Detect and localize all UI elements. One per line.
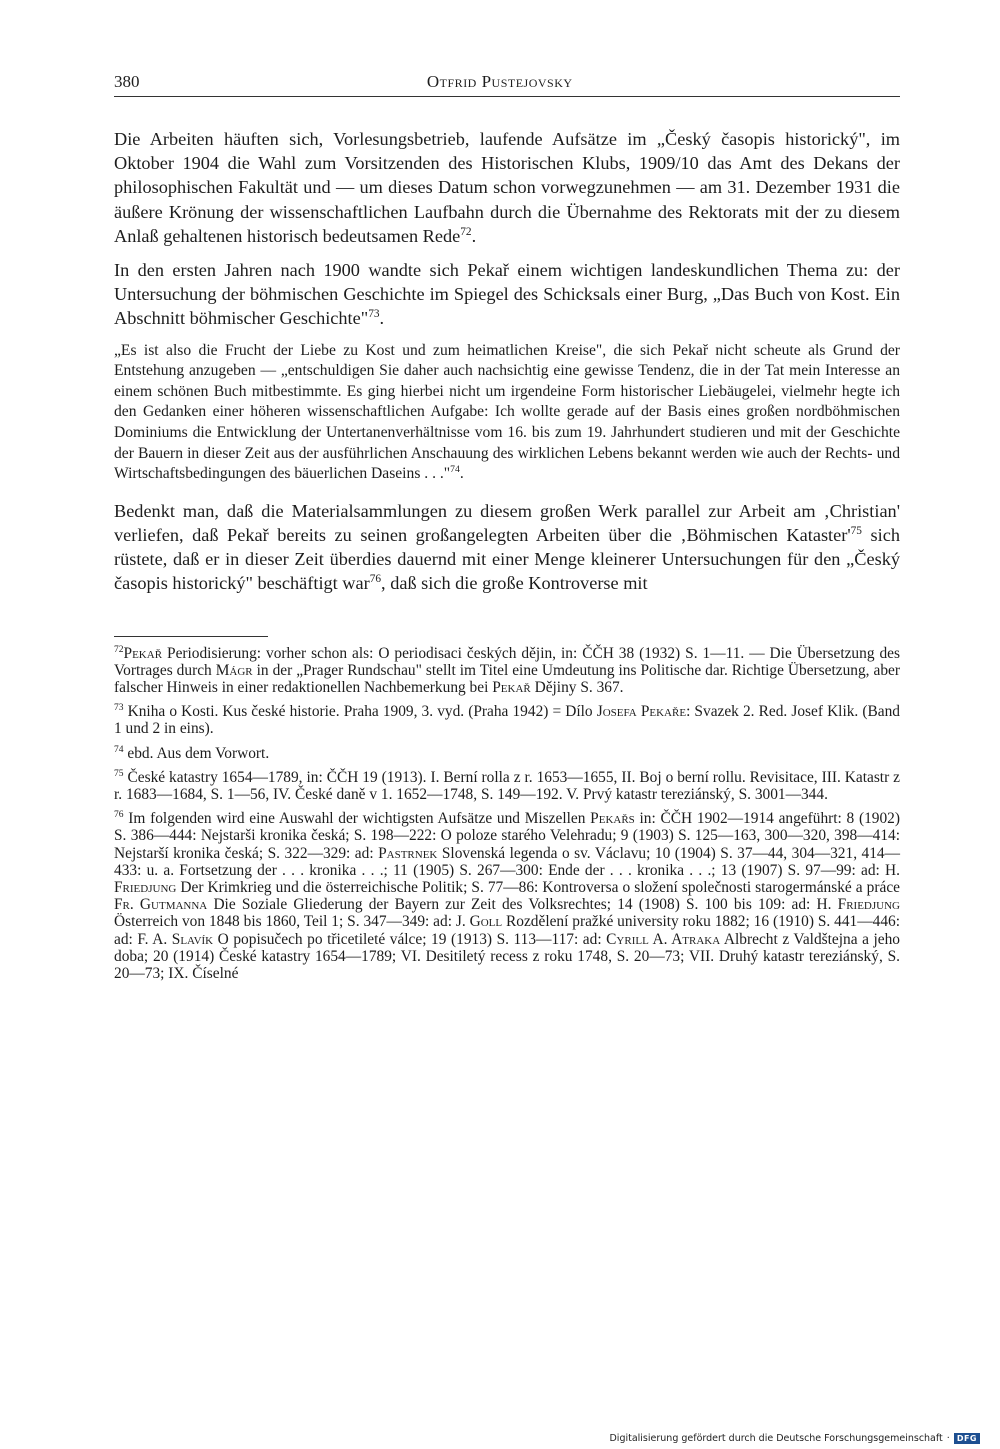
footnote-text: Albrecht z Valdštejna a jeho doba; 20 (1914) České katastry 1654—1789; VI. Desitiletý recess z roku 1748, S. 20—73; VII. Druhý katastr tereziánský, S. 20—73; IX. Číselné [114, 930, 900, 983]
footnote-72 [114, 645, 900, 697]
block-quote [114, 341, 900, 485]
footnote-text: Periodisierung: vorher schon als: O periodisaci českých dějin, in: ČČH 38 (1932) S. 1—11. — Die Übersetzung des Vortrages durch [114, 644, 900, 679]
paragraph-1-end: . [471, 225, 477, 246]
dfg-logo-icon: DFG [954, 1433, 980, 1444]
footnote-text: : Svazek 2. Red. Josef Klik. (Band 1 und 2 in eins). [114, 703, 900, 738]
block-quote-text: „Es ist also die Frucht der Liebe zu Kost und zum heimatlichen Kreise", die sich Pekař nicht scheute als Grund der Entstehung anzugeben — „entschuldigen Sie daher auch nachsichtig eine gewisse Tendenz, die in der Tat mein Interesse an einem schönen Buch mitbestimmte. Es ging hierbei nicht um irgendeine Form historischer Liebäugelei, vielmehr hegte ich den Gedanken einer höheren wissenschaftlichen Aufgabe: Ich wollte gerade auf der Basis eines großen nordböhmischen Dominiums die Entwicklung der Untertanenverhältnisse vom 16. bis zum 19. Jahrhundert studieren und mit der Geschichte der Bauern in dieser Zeit aus der ausführlichen Anschauung des wirklichen Lebens bekannt werden wie auch der Rechts- und Wirtschaftsbedingungen des bäuerlichen Daseins . . ." [114, 341, 900, 483]
footnote-75 [114, 769, 900, 803]
footnote-number: 76 [114, 809, 124, 821]
footnote-number: 72 [114, 643, 124, 655]
footnotes [114, 645, 900, 983]
footnote-text: Slovenská legenda o sv. Václavu; 10 (1904) S. 37—44, 304—321, 414—433: u. a. Fortsetzung der . . . kronika . . .; 11 (1905) S. 267—300: Ende der . . . kronika . . .; 13 (1907) S. 97—99: ad: H. [114, 844, 900, 879]
footnote-number: 75 [114, 767, 124, 779]
footnote-76 [114, 810, 900, 982]
author-name: Pekař [492, 679, 531, 696]
footnote-73 [114, 703, 900, 737]
paragraph-3-text-c: , daß sich die große Kontroverse mit [381, 573, 648, 594]
footnote-text: Kniha o Kosti. Kus české historie. Praha 1909, 3. vyd. (Praha 1942) = Dílo [123, 703, 597, 721]
paragraph-3-text-a: Bedenkt man, daß die Materialsammlungen zu diesem großen Werk parallel zur Arbeit am ‚Christian' verliefen, daß Pekař bereits zu seinen großangelegten Arbeiten über die ‚Böhmischen Kataster' [114, 500, 900, 545]
digitization-footer [609, 1433, 980, 1444]
author-name: Mágr [215, 661, 253, 679]
footnote-text: O popisučech po třicetileté válce; 19 (1913) S. 113—117: ad: [213, 930, 607, 948]
author-name: Pekař [123, 644, 163, 662]
paragraph-1 [114, 127, 900, 248]
paragraph-2-end: . [379, 308, 385, 329]
footnote-text: České katastry 1654—1789, in: ČČH 19 (1913). I. Berní rolla z r. 1653—1655, II. Boj o berní rollu. Revisitace, III. Katastr z r. 1683—1684, S. 1—56, IV. České daně v 1. 1652—1748, S. 149—192. V. Prvý katastr tereziánský, S. 3001—344. [114, 768, 900, 804]
author-name: Goll [469, 913, 503, 931]
footnote-ref-72: 72 [460, 225, 472, 238]
footnote-number: 74 [114, 743, 124, 755]
author-name: Friedjung [837, 896, 900, 914]
footnote-text: ebd. Aus dem Vorwort. [123, 744, 270, 762]
footnote-text: Im folgenden wird eine Auswahl der wichtigsten Aufsätze und Miszellen [123, 810, 591, 828]
paragraph-3-text-b: sich rüstete, daß er in dieser Zeit überdies dauernd mit einer Menge kleinerer Untersuchungen für den „Český časopis historický" beschäftigt war [114, 524, 900, 594]
author-name: Pekařs [590, 810, 635, 828]
dash-separator: · [946, 1433, 950, 1444]
footnote-separator [114, 636, 268, 637]
footnote-ref-73: 73 [368, 308, 380, 321]
author-name: Slavík [171, 930, 214, 948]
footnote-number: 73 [114, 702, 124, 714]
footnote-text: Österreich von 1848 bis 1860, Teil 1; S. 347—349: ad: J. [114, 913, 470, 931]
footnote-text: Der Krimkrieg und die österreichische Politik; S. 77—86: Kontroversa o složení společnosti starogermánské a práce [176, 879, 900, 897]
block-quote-end: . [459, 465, 464, 483]
running-title: Otfrid Pustejovsky [426, 72, 573, 91]
paragraph-3 [114, 499, 900, 596]
footnote-ref-74: 74 [450, 464, 460, 475]
author-name: Josefa Pekaře [596, 703, 687, 721]
footnote-text: in: ČČH 1902—1914 angeführt: 8 (1902) S. 386—444: Nejstarši kronika česká; S. 198—222: O poloze starého Velehradu; 9 (1903) S. 125—163, 300—320, 398—414: Nejstarší kronika česká; S. 322—329: ad: [114, 810, 901, 862]
footnote-ref-76: 76 [369, 573, 382, 586]
paragraph-1-text: Die Arbeiten häuften sich, Vorlesungsbetrieb, laufende Aufsätze im „Český časopis historický", im Oktober 1904 die Wahl zum Vorsitzenden des Historischen Klubs, 1909/10 das Amt des Dekans der philosophischen Fakultät und — um dieses Datum schon vorwegzunehmen — am 31. Dezember 1931 die äußere Krönung der wissenschaftlichen Laufbahn durch die Übernahme des Rektorats mit der zu diesem Anlaß gehaltenen historisch bedeutsamen Rede [114, 129, 900, 246]
footnote-74 [114, 745, 900, 762]
footnote-text: Rozdělení pražké university roku 1882; 16 (1910) S. 441—446: ad: F. A. [114, 913, 900, 948]
author-name: Cyrill A. Atraka [606, 930, 721, 948]
author-name: Pastrnek [378, 844, 438, 862]
footnote-text: Die Soziale Gliederung der Bayern zur Zeit des Volksrechtes; 14 (1908) S. 100 bis 109: ad: H. [207, 896, 838, 914]
main-text [114, 127, 900, 596]
footer-text: Digitalisierung gefördert durch die Deutsche Forschungsgemeinschaft [609, 1433, 943, 1444]
running-header [114, 72, 900, 97]
paragraph-2 [114, 258, 900, 331]
author-name: Friedjung [114, 879, 177, 897]
footnote-text: in der „Prager Rundschau" stellt im Titel eine Umdeutung ins Politische dar. Richtige Übersetzung, aber falscher Hinweis in einer redaktionellen Nachbemerkung bei [114, 661, 900, 696]
footnote-text: Dějiny S. 367. [530, 679, 624, 696]
author-name: Fr. Gutmanna [114, 896, 208, 914]
footnote-ref-75: 75 [850, 524, 862, 537]
paragraph-2-text: In den ersten Jahren nach 1900 wandte sich Pekař einem wichtigen landeskundlichen Thema zu: der Untersuchung der böhmischen Geschichte im Spiegel des Schicksals einer Burg, „Das Buch von Kost. Ein Abschnitt böhmischer Geschichte" [114, 260, 900, 329]
page-number: 380 [114, 72, 140, 91]
page [114, 72, 900, 989]
